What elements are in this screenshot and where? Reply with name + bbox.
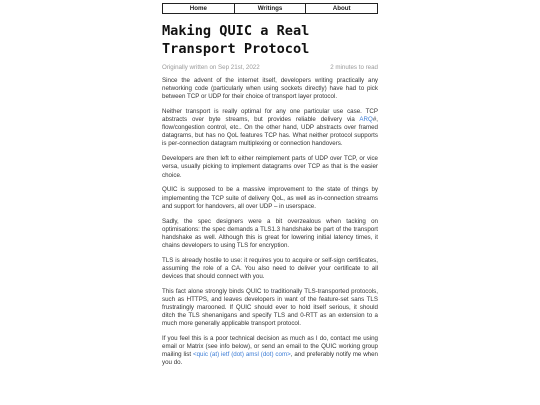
arq-link[interactable]: ARQ: [359, 116, 373, 124]
paragraph-1: Since the advent of the internet itself, developers writing practically any networking code (particularly when using sockets directly) have had to pick between TCP or UDP for their choice of transport layer protocol.: [162, 77, 378, 101]
paragraph-3: Developers are then left to either reimplement parts of UDP over TCP, or vice versa, usually picking to implement datagrams over TCP as that is the easier choice.: [162, 155, 378, 179]
paragraph-7: This fact alone strongly binds QUIC to traditionally TLS-transported protocols, such as HTTPS, and leaves developers in want of the feature-set sans TLS frustratingly marooned. If QUIC should ever to hold itself serious, it should ditch the TLS shenanigans and specify TLS and 0-RTT as an extension to a much more generally applicable transport protocol.: [162, 287, 378, 328]
nav-writings-link[interactable]: Writings: [234, 4, 306, 13]
top-nav: [162, 3, 378, 14]
read-time: 2 minutes to read: [330, 64, 378, 71]
quic-mailing-list-link[interactable]: <quic (at) ietf (dot) amsl (dot) com>: [192, 351, 291, 359]
article-meta: [162, 64, 378, 72]
page: [162, 3, 378, 374]
nav-home-link[interactable]: Home: [189, 5, 207, 12]
paragraph-8-text-b: , and preferably notify me when you do.: [162, 351, 378, 367]
article-body: [162, 77, 378, 367]
article-title: Making QUIC a Real Transport Protocol: [162, 23, 310, 57]
article-date: Originally written on Sep 21st, 2022: [162, 64, 260, 71]
paragraph-2-text-a: Neither transport is really optimal for any one particular use case. TCP abstracts over byte streams, but provides reliable delivery via: [162, 108, 378, 124]
paragraph-4: QUIC is supposed to be a massive improvement to the state of things by implementing the TCP suite of delivery QoL, as well as in-connection streams and support for handovers, all over UDP – in userspace.: [162, 186, 378, 210]
paragraph-8-text-a: If you feel this is a poor technical decision as much as I do, contact me using email or Matrix (see info below), or send an email to the QUIC working group mailing list: [162, 335, 378, 359]
paragraph-2-text-b: #, flow/congestion control, etc.. On the other hand, UDP abstracts over framed datagrams, but has no QoL features TCP has. What neither protocol supports is per-connection datagram multiplexing or connection handovers.: [162, 116, 378, 148]
paragraph-6: TLS is already hostile to use: it requires you to acquire or self-sign certificates, assuming the role of a CA. You also need to deliver your certificate to all devices that should connect with you.: [162, 256, 378, 280]
paragraph-5: Sadly, the spec designers were a bit overzealous when tacking on optimisations: the spec demands a TLS1.3 handshake be part of the transport handshake as well. Although this is great for lowering initial latency times, it chains developers to using TLS for encryption.: [162, 217, 378, 249]
paragraph-8: [162, 335, 378, 367]
nav-about-link[interactable]: About: [305, 4, 377, 13]
paragraph-2: [162, 108, 378, 148]
